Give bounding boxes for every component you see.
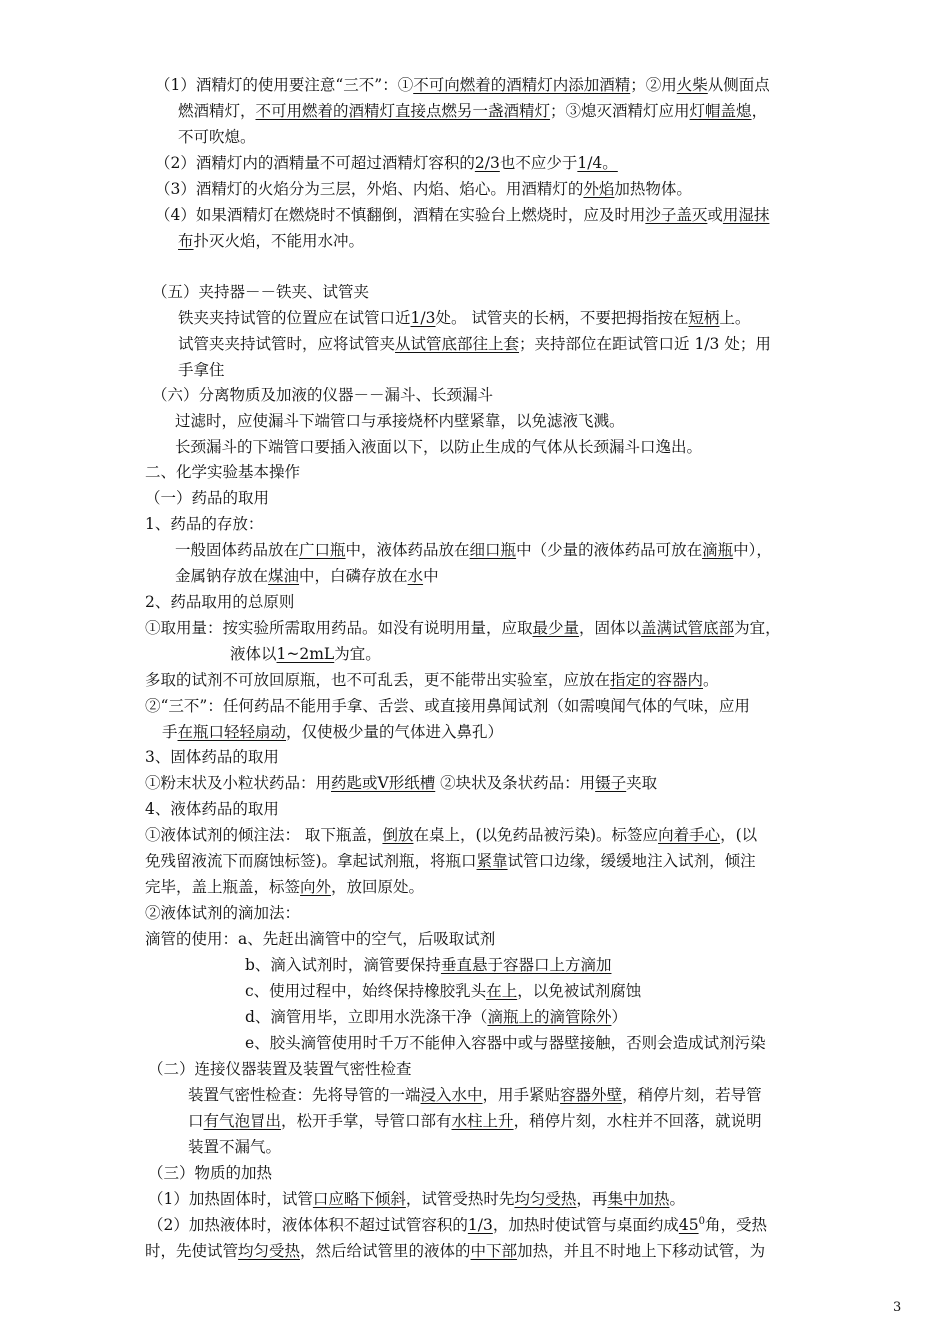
text-segment: 中，白磷存放在 bbox=[299, 567, 408, 585]
underlined-text: 火柴 bbox=[676, 76, 708, 94]
text-segment: （1）加热固体时，试管 bbox=[148, 1190, 313, 1208]
text-line bbox=[178, 331, 771, 357]
underlined-text: 滴瓶 bbox=[702, 541, 734, 559]
underlined-text: 从试管底部往上套 bbox=[395, 335, 520, 353]
text-line bbox=[145, 744, 279, 770]
underlined-text: 口应略下倾斜 bbox=[312, 1190, 406, 1208]
text-segment: 手拿住 bbox=[178, 361, 225, 379]
text-segment: ，用手紧贴 bbox=[482, 1086, 561, 1104]
text-line bbox=[145, 848, 756, 874]
underlined-text: 外焰 bbox=[583, 180, 615, 198]
text-segment: ，松开手掌，导管口部有 bbox=[281, 1112, 452, 1130]
text-segment: （2）加热液体时，液体体积不超过试管容积的 bbox=[148, 1216, 468, 1234]
text-segment: ，仅使极少量的气体进入鼻孔） bbox=[286, 723, 504, 741]
underlined-text: 中下部 bbox=[470, 1242, 518, 1260]
underlined-text: 沙子盖灭 bbox=[645, 206, 708, 224]
text-segment: ，稍停片刻，水柱并不回落，就说明 bbox=[513, 1112, 762, 1130]
text-segment: 完毕，盖上瓶盖，标签 bbox=[145, 878, 301, 896]
text-segment: ①液体试剂的倾注法： 取下瓶盖， bbox=[145, 826, 383, 844]
text-line bbox=[148, 1160, 272, 1186]
text-segment: （五）夹持器－－铁夹、试管夹 bbox=[152, 283, 370, 301]
text-line bbox=[155, 202, 769, 228]
underlined-text: 向着手心 bbox=[658, 826, 721, 844]
text-segment: ，固体以 bbox=[579, 619, 642, 637]
text-segment: 多取的试剂不可放回原瓶，也不可乱丢，更不能带出实验室，应放在 bbox=[145, 671, 611, 689]
text-segment: 中）， bbox=[733, 541, 772, 559]
text-line bbox=[175, 563, 439, 589]
text-segment: （1）酒精灯的使用要注意“三不”：① bbox=[155, 76, 414, 94]
underlined-text: 广口瓶 bbox=[299, 541, 346, 559]
text-segment: 装置不漏气。 bbox=[188, 1138, 282, 1156]
text-segment: 中 bbox=[423, 567, 439, 585]
text-segment: 不可吹熄。 bbox=[178, 128, 256, 146]
text-segment: ） bbox=[611, 1008, 627, 1026]
underlined-text: 浸入水中 bbox=[420, 1086, 483, 1104]
underlined-text: 滴瓶上的滴管除外 bbox=[487, 1008, 612, 1026]
text-segment: 1、药品的存放： bbox=[145, 515, 264, 533]
underlined-text: 指定的容器内 bbox=[610, 671, 704, 689]
text-line bbox=[175, 537, 772, 563]
text-line bbox=[148, 1056, 412, 1082]
text-line bbox=[178, 357, 225, 383]
text-segment: 燃酒精灯， bbox=[178, 102, 256, 120]
underlined-text: 倒放 bbox=[382, 826, 414, 844]
text-segment: ；夹持部位在距试管口近 1/3 处；用 bbox=[519, 335, 771, 353]
text-segment: 处。 试管夹的长柄，不要把拇指按在 bbox=[435, 309, 689, 327]
text-segment: 二、化学实验基本操作 bbox=[145, 463, 301, 481]
underlined-text: 1/3 bbox=[410, 309, 436, 327]
text-segment: e、胶头滴管使用时千万不能伸入容器中或与器壁接触，否则会造成试剂污染 bbox=[245, 1034, 766, 1052]
underlined-text: 垂直悬于容器口上方滴加 bbox=[440, 956, 612, 974]
underlined-text: 用湿抹 bbox=[722, 206, 770, 224]
text-line bbox=[145, 511, 263, 537]
text-line bbox=[155, 150, 618, 176]
text-segment: ②块状及条状药品：用 bbox=[435, 774, 596, 792]
text-segment: （2）酒精灯内的酒精量不可超过酒精灯容积的 bbox=[155, 154, 475, 172]
text-segment: 中（少量的液体药品可放在 bbox=[516, 541, 703, 559]
text-segment: 为宜。 bbox=[334, 645, 381, 663]
text-segment: 一般固体药品放在 bbox=[175, 541, 300, 559]
text-line bbox=[145, 615, 781, 641]
underlined-text: 2/3 bbox=[474, 154, 500, 172]
text-segment: ，然后给试管里的液体的 bbox=[300, 1242, 471, 1260]
text-line bbox=[175, 408, 625, 434]
underlined-text: 均匀受热 bbox=[514, 1190, 577, 1208]
underlined-text: 细口瓶 bbox=[469, 541, 517, 559]
text-line bbox=[145, 1238, 765, 1264]
text-segment: 免残留液流下而腐蚀标签)。拿起试剂瓶，将瓶口 bbox=[145, 852, 477, 870]
text-segment: b、滴入试剂时，滴管要保持 bbox=[245, 956, 441, 974]
underlined-text: 煤油 bbox=[268, 567, 300, 585]
underlined-text: 有气泡冒出 bbox=[203, 1112, 282, 1130]
text-segment: ，试管受热时先 bbox=[405, 1190, 515, 1208]
text-segment: 从侧面点 bbox=[707, 76, 770, 94]
underlined-text: 镊子 bbox=[595, 774, 627, 792]
text-segment: ①取用量：按实验所需取用药品。如没有说明用量，应取 bbox=[145, 619, 533, 637]
text-line bbox=[245, 1030, 766, 1056]
underlined-text: 灯帽盖熄 bbox=[689, 102, 752, 120]
underlined-text: 盖满试管底部 bbox=[641, 619, 735, 637]
text-line bbox=[155, 176, 692, 202]
text-segment: 4、液体药品的取用 bbox=[145, 800, 279, 818]
text-line bbox=[152, 279, 369, 305]
text-line bbox=[188, 1134, 281, 1160]
text-segment: 角，受热 bbox=[704, 1216, 767, 1234]
text-segment: （3）酒精灯的火焰分为三层，外焰、内焰、焰心。用酒精灯的 bbox=[155, 180, 584, 198]
text-segment: 滴管的使用：a、先赶出滴管中的空气，后吸取试剂 bbox=[145, 930, 496, 948]
text-line bbox=[188, 1108, 762, 1134]
text-segment: 为宜， bbox=[734, 619, 781, 637]
text-segment: 铁夹夹持试管的位置应在试管口近 bbox=[178, 309, 411, 327]
underlined-text: 45 bbox=[678, 1216, 699, 1234]
text-segment: （二）连接仪器装置及装置气密性检查 bbox=[148, 1060, 412, 1078]
page-number: 3 bbox=[893, 1300, 902, 1315]
text-segment: （4）如果酒精灯在燃烧时不慎翻倒，酒精在实验台上燃烧时，应及时用 bbox=[155, 206, 646, 224]
text-segment: 口 bbox=[188, 1112, 204, 1130]
text-segment: 时，先使试管 bbox=[145, 1242, 239, 1260]
text-line bbox=[152, 382, 493, 408]
text-segment: c、使用过程中，始终保持橡胶乳头 bbox=[245, 982, 487, 1000]
underlined-text: 紧靠 bbox=[476, 852, 508, 870]
underlined-text: 1/4。 bbox=[577, 154, 618, 172]
underlined-text: 药匙或V形纸槽 bbox=[331, 774, 436, 792]
underlined-text: 水柱上升 bbox=[451, 1112, 514, 1130]
text-line bbox=[145, 459, 300, 485]
text-line bbox=[178, 124, 256, 150]
text-line bbox=[245, 952, 611, 978]
text-segment: ，(以 bbox=[720, 826, 758, 844]
text-segment: ②液体试剂的滴加法： bbox=[145, 904, 301, 922]
underlined-text: 1~2mL bbox=[276, 645, 335, 663]
text-segment: 扑灭火焰，不能用水冲。 bbox=[193, 232, 365, 250]
text-segment: ，稍停片刻，若导管 bbox=[622, 1086, 762, 1104]
text-line bbox=[145, 589, 294, 615]
text-segment: 中，液体药品放在 bbox=[345, 541, 470, 559]
text-segment: d、滴管用毕，立即用水洗涤干净（ bbox=[245, 1008, 488, 1026]
text-segment: ，加热时使试管与桌面约成 bbox=[492, 1216, 679, 1234]
underlined-text: 最少量 bbox=[532, 619, 580, 637]
text-segment: 在桌上，(以免药品被污染)。标签应 bbox=[413, 826, 659, 844]
text-segment: ，放回原处。 bbox=[331, 878, 425, 896]
text-line bbox=[178, 305, 750, 331]
text-segment: ，以免被试剂腐蚀 bbox=[517, 982, 642, 1000]
text-segment: （三）物质的加热 bbox=[148, 1164, 273, 1182]
text-segment: 上。 bbox=[719, 309, 751, 327]
text-line bbox=[245, 1004, 627, 1030]
text-segment: 也不应少于 bbox=[499, 154, 578, 172]
text-line bbox=[245, 978, 641, 1004]
text-segment: （一）药品的取用 bbox=[145, 489, 270, 507]
text-line bbox=[148, 1186, 685, 1212]
text-segment: 手 bbox=[162, 723, 178, 741]
text-segment: 过滤时，应使漏斗下端管口与承接烧杯内壁紧靠，以免滤液飞溅。 bbox=[175, 412, 625, 430]
text-line bbox=[178, 228, 364, 254]
text-line bbox=[155, 72, 770, 98]
underlined-text: 在瓶口轻轻扇动 bbox=[177, 723, 287, 741]
text-line bbox=[145, 667, 719, 693]
text-segment: 或 bbox=[707, 206, 723, 224]
text-line bbox=[175, 434, 702, 460]
text-segment: ；②用 bbox=[630, 76, 677, 94]
text-segment: ②“三不”：任何药品不能用手拿、舌尝、或直接用鼻闻试剂（如需嗅闻气体的气味，应用 bbox=[145, 697, 750, 715]
underlined-text: 不可用燃着的酒精灯直接点燃另一盏酒精灯 bbox=[255, 102, 551, 120]
text-segment: 。 bbox=[703, 671, 719, 689]
text-segment: ， bbox=[751, 102, 768, 120]
text-segment: 装置气密性检查：先将导管的一端 bbox=[188, 1086, 421, 1104]
text-segment: 加热物体。 bbox=[614, 180, 692, 198]
text-line bbox=[148, 1212, 767, 1238]
text-segment: （六）分离物质及加液的仪器－－漏斗、长颈漏斗 bbox=[152, 386, 494, 404]
underlined-text: 均匀受热 bbox=[238, 1242, 301, 1260]
text-segment: 试管夹夹持试管时，应将试管夹 bbox=[178, 335, 396, 353]
text-segment: 夹取 bbox=[626, 774, 658, 792]
underlined-text: 不可向燃着的酒精灯内添加酒精 bbox=[413, 76, 631, 94]
text-line bbox=[178, 98, 767, 124]
text-segment: 0 bbox=[698, 1216, 705, 1227]
text-segment: 2、药品取用的总原则 bbox=[145, 593, 295, 611]
text-line bbox=[145, 796, 279, 822]
text-line bbox=[145, 770, 657, 796]
text-line bbox=[145, 822, 757, 848]
text-segment: 加热，并且不时地上下移动试管，为 bbox=[517, 1242, 766, 1260]
text-segment: ；③熄灭酒精灯应用 bbox=[550, 102, 690, 120]
text-line bbox=[230, 641, 381, 667]
text-segment: 长颈漏斗的下端管口要插入液面以下，以防止生成的气体从长颈漏斗口逸出。 bbox=[175, 438, 703, 456]
underlined-text: 向外 bbox=[300, 878, 332, 896]
underlined-text: 在上 bbox=[486, 982, 518, 1000]
underlined-text: 短柄 bbox=[688, 309, 720, 327]
text-line bbox=[145, 693, 750, 719]
text-line bbox=[145, 926, 495, 952]
text-segment: 液体以 bbox=[230, 645, 277, 663]
text-segment: 3、固体药品的取用 bbox=[145, 748, 279, 766]
underlined-text: 容器外壁 bbox=[560, 1086, 623, 1104]
text-line bbox=[145, 874, 424, 900]
text-line bbox=[162, 719, 503, 745]
underlined-text: 布 bbox=[178, 232, 194, 250]
text-segment: ，再 bbox=[576, 1190, 608, 1208]
text-line bbox=[145, 485, 269, 511]
text-line bbox=[188, 1082, 762, 1108]
underlined-text: 1/3 bbox=[467, 1216, 493, 1234]
text-segment: 。 bbox=[669, 1190, 685, 1208]
text-segment: 试管口边缘，缓缓地注入试剂，倾注 bbox=[507, 852, 756, 870]
underlined-text: 水 bbox=[407, 567, 424, 585]
text-line bbox=[145, 900, 300, 926]
text-segment: 金属钠存放在 bbox=[175, 567, 269, 585]
text-segment: ①粉末状及小粒状药品：用 bbox=[145, 774, 332, 792]
underlined-text: 集中加热 bbox=[607, 1190, 670, 1208]
